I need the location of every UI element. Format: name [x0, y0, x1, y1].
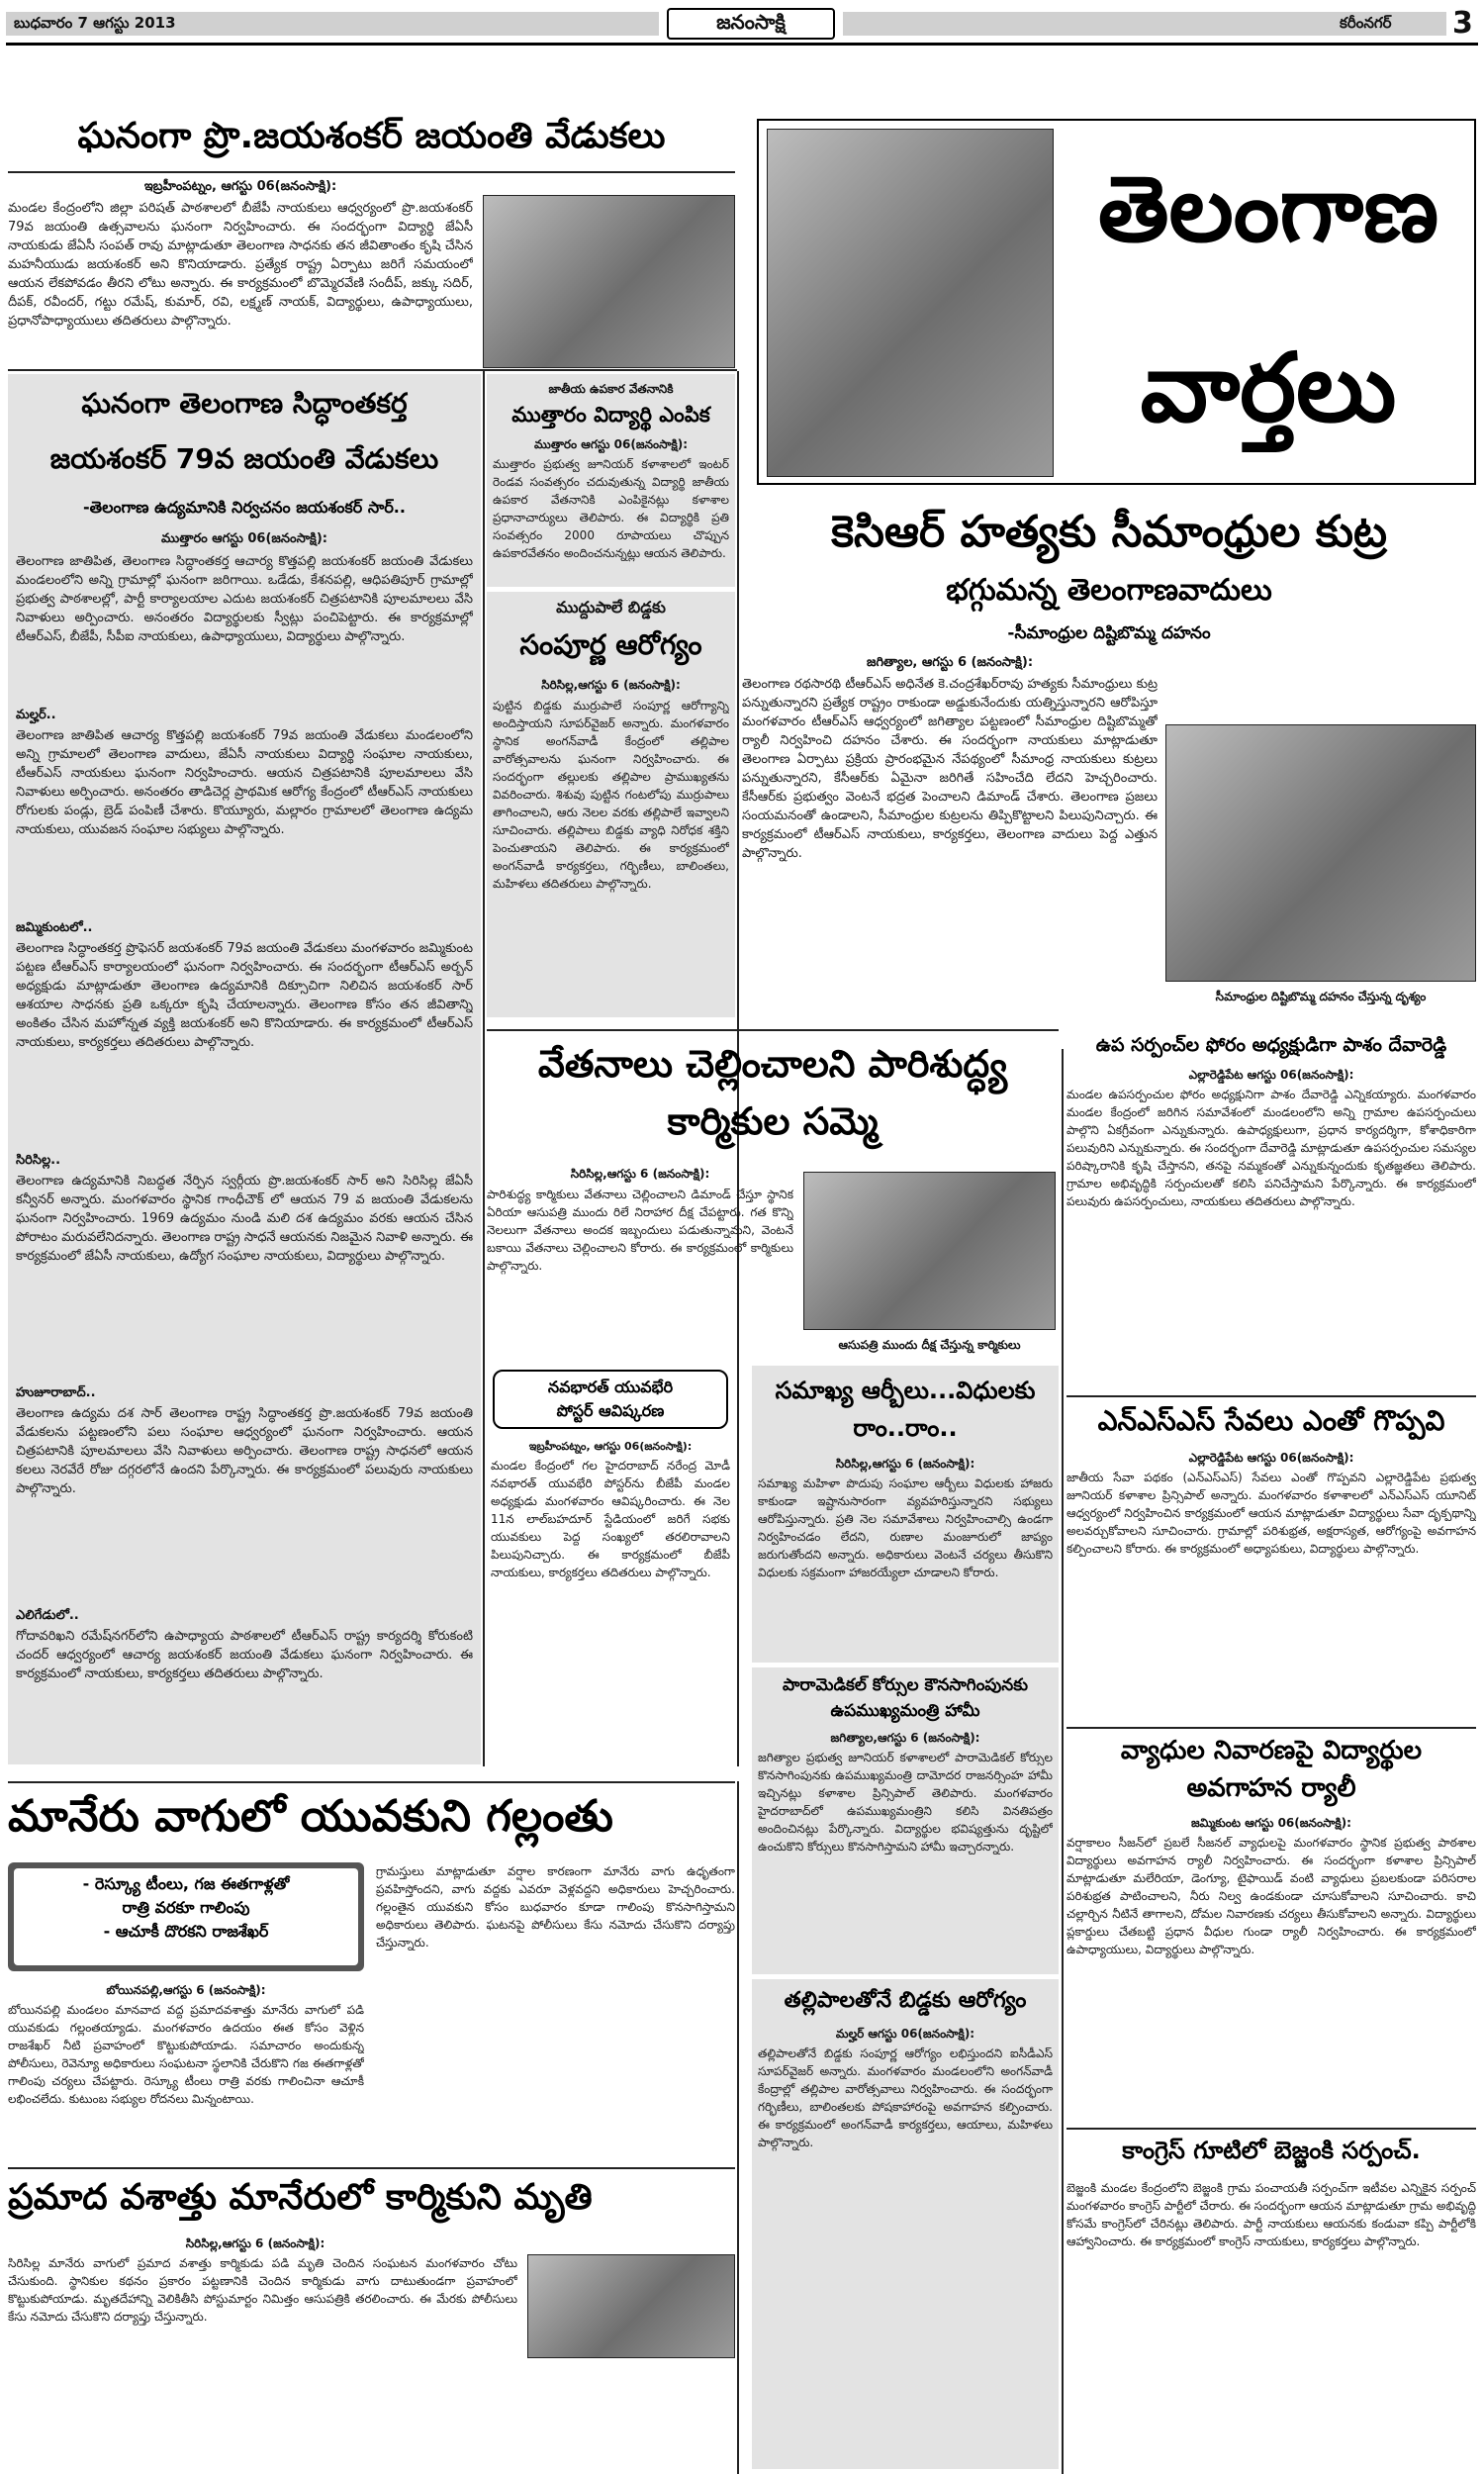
- article-paramedical-courses: [752, 1667, 1059, 1974]
- headline: ఘనంగా ప్రొ.జయశంకర్‌ జయంతి వేడుకలు: [77, 116, 666, 156]
- summary-box: [8, 1862, 364, 1971]
- dateline: సిరిసిల్ల,ఆగస్టు 6 (జనంసాక్షి):: [185, 2236, 325, 2250]
- dateline: జమ్మికుంట ఆగస్టు 06(జనంసాక్షి):: [1191, 1816, 1351, 1830]
- body: బెజ్జంకి మండల కేంద్రంలోని బెజ్జంకి గ్రామ పంచాయతీ సర్పంచ్‌గా ఇటీవల ఎన్నికైన సర్పంచ్‌ మంగళవారం కాంగ్రెస్‌ పార్టీలో చేరారు. ఈ సందర్భంగా ఆయన మాట్లాడుతూ గ్రామ అభివృద్ధి కోసమే కాంగ్రెస్‌లో చేరినట్లు తెలిపారు. పార్టీ నాయకులు ఆయనకు కండువా కప్పి పార్టీలోకి ఆహ్వానించారు. ఈ కార్యక్రమంలో కాంగ్రెస్‌ నాయకులు, కార్యకర్తలు పాల్గొన్నారు.: [1067, 2181, 1476, 2248]
- banner-line1: తెలంగాణ: [1097, 156, 1439, 262]
- banner-line2: వార్తలు: [1140, 333, 1397, 443]
- dateline: జగిత్యాల,ఆగస్టు 6 (జనంసాక్షి):: [830, 1731, 980, 1745]
- dateline: బోయినపల్లి,ఆగస్టు 6 (జనంసాక్షి):: [106, 1983, 266, 1997]
- masthead: [6, 4, 1478, 46]
- body: పారిశుద్ధ్య కార్మికులు వేతనాలు చెల్లించాలని డిమాండ్‌ చేస్తూ స్థానిక ఏరియా ఆసుపత్రి ముందు రిలే నిరాహార దీక్ష చేపట్టారు. గత కొన్ని నెలలుగా వేతనాలు అందక ఇబ్బందులు పడుతున్నామని, వెంటనే బకాయి వేతనాలు చెల్లించాలని కోరారు. ఈ కార్యక్రమంలో కార్మికులు పాల్గొన్నారు.: [487, 1188, 793, 1273]
- headline: మానేరు వాగులో యువకుని గల్లంతు: [8, 1791, 613, 1842]
- body: తల్లిపాలతోనే బిడ్డకు సంపూర్ణ ఆరోగ్యం లభిస్తుందని ఐసీడీఎస్‌ సూపర్‌వైజర్‌ అన్నారు. మంగళవారం మండలంలోని అంగన్‌వాడీ కేంద్రాల్లో తల్లిపాల వారోత్సవాలు నిర్వహించారు. ఈ సందర్భంగా గర్భిణీలు, బాలింతలకు పోషకాహారంపై అవగాహన కల్పించారు. ఈ కార్యక్రమంలో అంగన్‌వాడీ కార్యకర్తలు, ఆయాలు, మహిళలు పాల్గొన్నారు.: [758, 2046, 1053, 2149]
- article-kcr-conspiracy: [742, 505, 1476, 1029]
- body: బోయినపల్లి మండలం మానవాద వద్ద ప్రమాదవశాత్తు మానేరు వాగులో పడి యువకుడు గల్లంతయ్యాడు. మంగళవారం ఉదయం ఈత కోసం వెళ్లిన రాజశేఖర్‌ నీటి ప్రవాహంలో కొట్టుకుపోయాడు. సమాచారం అందుకున్న పోలీసులు, రెవెన్యూ అధికారులు సంఘటనా స్థలానికి చేరుకొని గజ ఈతగాళ్లతో గాలింపు చర్యలు చేపట్టారు. రెస్క్యూ టీంలు రాత్రి వరకు గాలించినా ఆచూకీ లభించలేదు. కుటుంబ సభ్యుల రోదనలు మిన్నంటాయి.: [8, 2003, 364, 2106]
- para: గోదావరిఖని రమేష్‌నగర్‌లోని ఉపాధ్యాయ పాఠశాలలో టీఆర్‌ఎస్‌ రాష్ట్ర కార్యదర్శి కోరుకంటి చందర్‌ ఆధ్వర్యంలో ఆచార్య జయశంకర్‌ జయంతి వేడుకలు ఘనంగా నిర్వహించారు. ఈ కార్యక్రమంలో నాయకులు, కార్యకర్తలు తదితరులు పాల్గొన్నారు.: [16, 1629, 473, 1681]
- headline-line2: జయశంకర్‌ 79వ జయంతి వేడుకలు: [49, 442, 439, 475]
- headline-line2: అవగాహన ర్యాలీ: [1186, 1773, 1356, 1803]
- page-number: 3: [1452, 6, 1473, 41]
- article-muttaram-scholarship: [487, 374, 735, 587]
- article-worker-death: [8, 2167, 735, 2469]
- body: తెలంగాణ రథసారథి టీఆర్‌ఎస్‌ అధినేత కె.చంద్రశేఖర్‌రావు హత్యకు సీమాంధ్రులు కుట్ర పన్నుతున్నారని ప్రత్యేక రాష్ట్రం రాకుండా అడ్డుకునేందుకు యత్నిస్తున్నారని ఆరోపిస్తూ మంగళవారం టీఆర్‌ఎస్‌ ఆధ్వర్యంలో జగిత్యాల పట్టణంలో సీమాంధ్రుల దిష్టిబొమ్మతో ర్యాలీ నిర్వహించి దహనం చేశారు. ఈ సందర్భంగా నాయకులు మాట్లాడుతూ తెలంగాణ ఏర్పాటు ప్రక్రియ ప్రారంభమైన నేపథ్యంలో సీమాంధ్ర నాయకులు కుట్రలు పన్నుతున్నారని, కేసీఆర్‌కు ఏమైనా జరిగితే సహించేది లేదని హెచ్చరించారు. కేసీఆర్‌కు ప్రభుత్వం వెంటనే భద్రత పెంచాలని డిమాండ్‌ చేశారు. తెలంగాణ ప్రజలు సంయమనంతో ఉండాలని, సీమాంధ్రుల కుట్రలను తిప్పికొట్టాలని పిలుపునిచ్చారు. ఈ కార్యక్రమంలో టీఆర్‌ఎస్‌ నాయకులు, కార్యకర్తలు, తెలంగాణ వాదులు పెద్ద ఎత్తున పాల్గొన్నారు.: [742, 677, 1158, 861]
- summary-line3: - ఆచూకీ దొరకని రాజశేఖర్‌: [103, 1922, 269, 1941]
- body: జగిత్యాల ప్రభుత్వ జూనియర్‌ కళాశాలలో పారామెడికల్‌ కోర్సుల కొనసాగింపునకు ఉపముఖ్యమంత్రి దామోదర రాజనర్సింహ హామీ ఇచ్చినట్లు కళాశాల ప్రిన్సిపాల్‌ తెలిపారు. మంగళవారం హైదరాబాద్‌లో ఉపముఖ్యమంత్రిని కలిసి వినతిపత్రం అందించినట్లు పేర్కొన్నారు. విద్యార్థుల భవిష్యత్తును దృష్టిలో ఉంచుకొని కోర్సులు కొనసాగిస్తామని హామీ ఇచ్చారన్నారు.: [758, 1751, 1053, 1854]
- dateline: సిరిసిల్ల,ఆగస్టు 6 (జనంసాక్షి):: [570, 1167, 710, 1181]
- headline: ముత్తారం విద్యార్థి ఎంపిక: [511, 403, 710, 427]
- tagline: -సీమాంధ్రుల దిష్టిబొమ్మ దహనం: [1007, 623, 1211, 643]
- headline: తల్లిపాలతోనే బిడ్డకు ఆరోగ్యం: [784, 1988, 1027, 2013]
- body: సిరిసిల్ల మానేరు వాగులో ప్రమాద వశాత్తు కార్మికుడు పడి మృతి చెందిన సంఘటన మంగళవారం చోటు చేసుకుంది. స్థానికుల కథనం ప్రకారం పట్టణానికి చెందిన కార్మికుడు వాగు దాటుతుండగా ప్రవాహంలో కొట్టుకుపోయాడు. మృతదేహాన్ని వెలికితీసి పోస్టుమార్టం నిమిత్తం ఆసుపత్రికి తరలించారు. ఈ మేరకు పోలీసులు కేసు నమోదు చేసుకొని దర్యాప్తు చేస్తున్నారు.: [8, 2256, 517, 2324]
- body: మండల కేంద్రంలో గల హైదరాబాద్‌ నరేంద్ర మోడీ నవభారత్‌ యువభేరి పోస్టర్‌ను బీజేపీ మండల అధ్యక్షుడు మంగళవారం ఆవిష్కరించారు. ఈ నెల 11న లాల్‌బహదూర్‌ స్టేడియంలో జరిగే సభకు యువకులు పెద్ద సంఖ్యలో తరలిరావాలని పిలుపునిచ్చారు. ఈ కార్యక్రమంలో బీజేపీ నాయకులు, కార్యకర్తలు తదితరులు పాల్గొన్నారు.: [491, 1459, 730, 1579]
- para: తెలంగాణ జాతిపిత, తెలంగాణ సిద్ధాంతకర్త ఆచార్య కొత్తపల్లి జయశంకర్‌ జయంతి వేడుకలు మండలంలోని అన్ని గ్రామాల్లో ఘనంగా జరిగాయి. ఒడేడు, కేశనపల్లి, ఆధిపతిపూర్‌ గ్రామాల్లో ప్రభుత్వ పాఠశాలల్లో, పార్టీ కార్యాలయాల ఎదుట జయశంకర్‌ చిత్రపటానికి పూలమాలలు వేసి నివాళులు అర్పించారు. అనంతరం విద్యార్థులకు స్వీట్లు పంచిపెట్టారు. ఈ కార్యక్రమాల్లో టీఆర్‌ఎస్‌, బీజేపీ, సీపీఐ నాయకులు, ఉపాధ్యాయులు, విద్యార్థులు పాల్గొన్నారు.: [16, 554, 473, 644]
- column-rule: [1062, 1049, 1064, 2474]
- headline-line1: వేతనాలు చెల్లించాలని పారిశుద్ధ్య: [537, 1042, 1008, 1086]
- body: సమాఖ్య మహిళా పొదుపు సంఘాల ఆర్బీలు విధులకు హాజరు కాకుండా ఇష్టానుసారంగా వ్యవహరిస్తున్నారని సభ్యులు ఆరోపిస్తున్నారు. ప్రతి నెల సమావేశాలు నిర్వహించాల్సి ఉండగా నిర్వహించడం లేదని, రుణాల మంజూరులో జాప్యం జరుగుతోందని అన్నారు. అధికారులు వెంటనే చర్యలు తీసుకొని విధులకు సక్రమంగా హాజరయ్యేలా చూడాలని కోరారు.: [758, 1476, 1053, 1579]
- article-samakhya-rps: [752, 1366, 1059, 1663]
- section-label: జమ్మికుంటలో..: [16, 920, 93, 935]
- column-rule: [737, 1781, 739, 2474]
- para: తెలంగాణ జాతిపిత ఆచార్య కొత్తపల్లి జయశంకర్‌ 79వ జయంతి వేడుకలు మండలంలోని అన్ని గ్రామాలలో తెలంగాణ వాదులు, జేఏసీ నాయకులు విద్యార్థి సంఘాల నాయకులు, టీఆర్‌ఎస్‌ నాయకులు ఘనంగా నిర్వహించారు. ఆయన చిత్రపటానికి పూలమాలలు వేసి నివాళులు అర్పించారు. అనంతరం తాడిచెర్ల ప్రాథమిక ఆరోగ్య కేంద్రంలో టీఆర్‌ఎస్‌ నాయకులు రోగులకు పండ్లు, బ్రెడ్‌ పంపిణీ చేశారు. కొయ్యూరు, మల్లారం గ్రామాలలో తెలంగాణ ఉద్యమ నాయకులు, యువజన సంఘాల సభ్యులు పాల్గొన్నారు.: [16, 728, 473, 837]
- dateline: ముత్తారం ఆగస్టు 06(జనంసాక్షి):: [533, 437, 689, 451]
- dateline: ఇబ్రహీంపట్నం, ఆగస్టు 06(జనంసాక్షి):: [528, 1440, 693, 1453]
- photo-fort: [767, 129, 1054, 477]
- article-awareness-rally: [1067, 1727, 1476, 2123]
- headline: ఉప సర్పంచ్‌ల ఫోరం అధ్యక్షుడిగా పాశం దేవారెడ్డి: [1095, 1034, 1447, 1056]
- section-label: ఎలిగేడులో..: [16, 1608, 79, 1623]
- dateline: సిరిసిల్ల,ఆగస్టు 6 (జనంసాక్షి):: [835, 1457, 975, 1471]
- summary-line2: రాత్రి వరకూ గాలింపు: [122, 1898, 250, 1917]
- headline-line2: ఉపముఖ్యమంత్రి హామీ: [830, 1701, 980, 1721]
- summary-line1: - రెస్క్యూ టీంలు, గజ ఈతగాళ్లతో: [82, 1874, 290, 1893]
- photo-celebration: [483, 195, 735, 368]
- body: వర్షాకాలం సీజన్‌లో ప్రబలే సీజనల్‌ వ్యాధులపై మంగళవారం స్థానిక ప్రభుత్వ పాఠశాల విద్యార్థులు అవగాహన ర్యాలీ నిర్వహించారు. ఈ సందర్భంగా కళాశాల ప్రిన్సిపాల్‌ మాట్లాడుతూ మలేరియా, డెంగ్యూ, టైఫాయిడ్‌ వంటి వ్యాధులు ప్రబలకుండా పరిసరాల పరిశుభ్రత పాటించాలని, నీరు నిల్వ ఉండకుండా చూసుకోవాలని సూచించారు. కాచి చల్లార్చిన నీటినే తాగాలని, దోమల నివారణకు చర్యలు తీసుకోవాలని అన్నారు. విద్యార్థులు ప్లకార్డులు చేతబట్టి ప్రధాన వీధుల గుండా ర్యాలీ నిర్వహించారు. ఈ కార్యక్రమంలో ఉపాధ్యాయులు, విద్యార్థులు పాల్గొన్నారు.: [1067, 1836, 1476, 1956]
- article-sanitation-strike: [487, 1029, 1059, 1361]
- paper-name: జనంసాక్షి: [716, 9, 786, 34]
- photo-strike: [803, 1172, 1056, 1330]
- para: తెలంగాణ ఉద్యమ దశ సార్‌ తెలంగాణ రాష్ట్ర సిద్ధాంతకర్త ప్రొ.జయశంకర్‌ 79వ జయంతి వేడుకలను పట్టణంలోని పలు సంఘాల ఆధ్వర్యంలో ఘనంగా నిర్వహించారు. ఆయన చిత్రపటానికి పూలమాలలు వేసి నివాళులు అర్పించారు. తెలంగాణ రాష్ట్ర సాధనలో ఆయన కలలు నెరవేరే రోజు దగ్గరలోనే ఉందని పేర్కొన్నారు. ఈ కార్యక్రమంలో పలువురు నాయకులు పాల్గొన్నారు.: [16, 1406, 473, 1496]
- photo-caption: సీమాంధ్రుల దిష్టిబొమ్మ దహనం చేస్తున్న దృశ్యం: [1215, 990, 1427, 1003]
- headline: ఎన్‌ఎస్‌ఎస్‌ సేవలు ఎంతో గొప్పవి: [1097, 1404, 1445, 1437]
- header-box: [493, 1370, 728, 1429]
- headline: ప్రమాద వశాత్తు మానేరులో కార్మికుని మృతి: [8, 2177, 593, 2218]
- para: తెలంగాణ ఉద్యమానికి నిబద్ధత నేర్పిన స్వర్గీయ ప్రొ.జయశంకర్‌ సార్‌ అని సిరిసిల్ల జేఏసీ కన్వీనర్‌ అన్నారు. మంగళవారం స్థానిక గాంధీచౌక్‌ లో ఆయన 79 వ జయంతి వేడుకలను ఘనంగా నిర్వహించారు. 1969 ఉద్యమం నుండి మలి దశ ఉద్యమం వరకు ఆయన చేసిన పోరాటం మరువలేనిదన్నారు. తెలంగాణ రాష్ట్ర సాధనే ఆయనకు నిజమైన నివాళి అన్నారు. ఈ కార్యక్రమంలో జేఏసీ నాయకులు, ఉద్యోగ సంఘాల నాయకులు, విద్యార్థులు పాల్గొన్నారు.: [16, 1174, 473, 1264]
- article-upasarpanch-forum: [1067, 1034, 1476, 1390]
- dateline: ముత్తారం ఆగస్టు 06(జనంసాక్షి):: [161, 531, 327, 546]
- summary-box-inner: [14, 1868, 358, 1965]
- article-breastfeeding-sircilla: [487, 592, 735, 1017]
- dateline: ఎల్లారెడ్డిపేట ఆగస్టు 06(జనంసాక్షి):: [1188, 1451, 1354, 1465]
- section-rule: [8, 369, 737, 371]
- header-line2: పోస్టర్‌ ఆవిష్కరణ: [556, 1401, 665, 1420]
- paper-logo: [667, 8, 835, 40]
- body: జాతీయ సేవా పథకం (ఎన్‌ఎస్‌ఎస్‌) సేవలు ఎంతో గొప్పవని ఎల్లారెడ్డిపేట ప్రభుత్వ జూనియర్‌ కళాశాల ప్రిన్సిపాల్‌ అన్నారు. మంగళవారం కళాశాలలో ఎన్‌ఎస్‌ఎస్‌ యూనిట్‌ ఆధ్వర్యంలో నిర్వహించిన కార్యక్రమంలో ఆయన మాట్లాడుతూ విద్యార్థులు సేవా దృక్పథాన్ని అలవర్చుకోవాలని సూచించారు. గ్రామాల్లో పరిశుభ్రత, అక్షరాస్యత, ఆరోగ్యంపై అవగాహన కల్పించాలని కోరారు. ఈ కార్యక్రమంలో అధ్యాపకులు, విద్యార్థులు పాల్గొన్నారు.: [1067, 1471, 1476, 1556]
- photo-caption: ఆసుపత్రి ముందు దీక్ష చేస్తున్న కార్మికులు: [838, 1338, 1021, 1352]
- column-rule: [483, 371, 485, 1766]
- headline-line1: పారామెడికల్‌ కోర్సుల కౌనసాగింపునకు: [783, 1675, 1028, 1695]
- city-name: కరీంనగర్: [1340, 14, 1392, 32]
- kicker: ముద్దుపాలే బిడ్డకు: [556, 598, 666, 617]
- headline-line1: ఘనంగా తెలంగాణ సిద్ధాంతకర్త: [81, 387, 408, 420]
- dateline: ఇబ్రహీంపట్నం, ఆగస్టు 06(జనంసాక్షి):: [143, 179, 337, 194]
- dateline: మల్హర్‌ ఆగస్టు 06(జనంసాక్షి):: [835, 2027, 975, 2041]
- article-nss-services: [1067, 1395, 1476, 1722]
- rule: [8, 171, 735, 173]
- headline-line2: రాం..రాం..: [853, 1414, 958, 1442]
- article-mothers-milk: [752, 1979, 1059, 2469]
- article-bejjanki-sarpanch: [1067, 2128, 1476, 2469]
- photo-effigy-burning: [1165, 724, 1476, 982]
- issue-date: బుధవారం 7 ఆగస్టు 2013: [14, 14, 176, 32]
- section-label: సిరిసిల్ల..: [16, 1153, 61, 1168]
- article-jayashankar-79th: [8, 374, 481, 1764]
- telangana-news-banner: [757, 119, 1476, 485]
- para: తెలంగాణ సిద్ధాంతకర్త ప్రొఫెసర్‌ జయశంకర్‌ 79వ జయంతి వేడుకలు మంగళవారం జమ్మికుంట పట్టణ టీఆర్‌ఎస్‌ కార్యాలయంలో ఘనంగా నిర్వహించారు. ఈ సందర్భంగా టీఆర్‌ఎస్‌ అర్బన్‌ అధ్యక్షుడు మాట్లాడుతూ తెలంగాణ ఉద్యమానికి దిక్సూచిగా నిలిచిన జయశంకర్‌ సార్‌ ఆశయాల సాధనకు ప్రతి ఒక్కరూ కృషి చేయాలన్నారు. తెలంగాణ కోసం తన జీవితాన్ని అంకితం చేసిన మహోన్నత వ్యక్తి జయశంకర్‌ అని కొనియాడారు. ఈ కార్యక్రమంలో టీఆర్‌ఎస్‌ నాయకులు, కార్యకర్తలు తదితరులు పాల్గొన్నారు.: [16, 941, 473, 1050]
- body: మండల ఉపసర్పంచుల ఫోరం అధ్యక్షునిగా పాశం దేవారెడ్డి ఎన్నికయ్యారు. మంగళవారం మండల కేంద్రంలో జరిగిన సమావేశంలో మండలంలోని అన్ని గ్రామాల ఉపసర్పంచులు పాల్గొని ఏకగ్రీవంగా ఎన్నుకున్నారు. ఉపాధ్యక్షులుగా, ప్రధాన కార్యదర్శిగా, కోశాధికారిగా పలువురిని ఎన్నుకున్నారు. ఈ సందర్భంగా దేవారెడ్డి మాట్లాడుతూ ఉపసర్పంచుల సమస్యల పరిష్కారానికి కృషి చేస్తానని, తనపై నమ్మకంతో ఎన్నుకున్నందుకు కృతజ్ఞతలు తెలిపారు. గ్రామాల అభివృద్ధికి సర్పంచులతో కలిసి పనిచేస్తామని పేర్కొన్నారు. ఈ కార్యక్రమంలో పలువురు ఉపసర్పంచులు, నాయకులు తదితరులు పాల్గొన్నారు.: [1067, 1088, 1476, 1208]
- headline-line1: వ్యాధుల నివారణపై విద్యార్థుల: [1120, 1736, 1423, 1765]
- subhead: భగ్గుమన్న తెలంగాణవాదులు: [946, 573, 1272, 608]
- headline: కెసిఆర్‌ హత్యకు సీమాంధ్రుల కుట్ర: [831, 507, 1387, 557]
- subhead: -తెలంగాణ ఉద్యమానికి నిర్వచనం జయశంకర్‌ సార్‌..: [83, 498, 406, 517]
- article-yuvabheri-poster: [487, 1366, 734, 1781]
- header-line1: నవభారత్‌ యువభేరి: [547, 1378, 674, 1396]
- article-youth-missing: [8, 1781, 735, 2162]
- body: మండల కేంద్రంలోని జిల్లా పరిషత్‌ పాఠశాలలో బీజేపీ నాయకులు ఆధ్వర్యంలో ప్రొ.జయశంకర్‌ 79వ జయంతి ఉత్సవాలను ఘనంగా నిర్వహించారు. ఈ సందర్భంగా విద్యార్థి జేఏసీ నాయకుడు జేఏసీ సంపత్‌ రావు మాట్లాడుతూ తెలంగాణ సాధనకు తన జీవితాంతం కృషి చేసిన మహనీయుడు జయశంకర్‌ అని కొనియాడారు. ప్రత్యేక రాష్ట్ర ఏర్పాటు జరిగే సమయంలో ఆయన లేకపోవడం తీరని లోటు అన్నారు. ఈ కార్యక్రమంలో బొమ్మెరవేణి సందీప్‌, జక్కు సదిర్‌, దీపక్‌, రవీందర్‌, గట్టు రమేష్‌, కుమార్‌, రవి, లక్ష్మణ్‌ నాయక్‌, విద్యార్థులు, ఉపాధ్యాయులు, ప్రధానోపాధ్యాయులు తదితరులు పాల్గొన్నారు.: [8, 201, 473, 329]
- headline: సంపూర్ణ ఆరోగ్యం: [519, 628, 702, 661]
- dateline: జగిత్యాల, ఆగస్టు 6 (జనంసాక్షి):: [866, 655, 1034, 670]
- photo-drowning: [527, 2254, 735, 2358]
- section-label: హుజూరాబాద్‌..: [16, 1385, 96, 1400]
- body-continued: గ్రామస్తులు మాట్లాడుతూ వర్షాల కారణంగా మానేరు వాగు ఉధృతంగా ప్రవహిస్తోందని, వాగు వద్దకు ఎవరూ వెళ్లవద్దని అధికారులు హెచ్చరించారు. గల్లంతైన యువకుని కోసం బుధవారం కూడా గాలింపు కొనసాగిస్తామని అధికారులు తెలిపారు. ఘటనపై పోలీసులు కేసు నమోదు చేసుకొని దర్యాప్తు చేస్తున్నారు.: [376, 1864, 735, 1950]
- dateline: సిరిసిల్ల,ఆగస్టు 6 (జనంసాక్షి):: [541, 678, 681, 692]
- dateline: ఎల్లారెడ్డిపేట ఆగస్టు 06(జనంసాక్షి):: [1188, 1068, 1354, 1082]
- headline-line1: సమాఖ్య ఆర్బీలు...విధులకు: [775, 1377, 1036, 1404]
- headline: కాంగ్రెస్‌ గూటిలో బెజ్జంకి సర్పంచ్‌.: [1122, 2137, 1421, 2164]
- article-jayashankar-ibrahimpatnam: [8, 114, 735, 371]
- section-label: మల్హర్‌..: [16, 708, 56, 722]
- body: ముత్తారం ప్రభుత్వ జూనియర్‌ కళాశాలలో ఇంటర్‌ రెండవ సంవత్సరం చదువుతున్న విద్యార్థి జాతీయ ఉపకార వేతనానికి ఎంపికైనట్లు కళాశాల ప్రధానాచార్యులు తెలిపారు. ఈ విద్యార్థికి ప్రతి సంవత్సరం 2000 రూపాయలు చొప్పున ఉపకారవేతనం అందించనున్నట్లు ఆయన తెలిపారు.: [493, 457, 729, 560]
- body: పుట్టిన బిడ్డకు ముర్రుపాలే సంపూర్ణ ఆరోగ్యాన్ని అందిస్తాయని సూపర్‌వైజర్‌ అన్నారు. మంగళవారం స్థానిక అంగన్‌వాడీ కేంద్రంలో తల్లిపాల వారోత్సవాలను ఘనంగా నిర్వహించారు. ఈ సందర్భంగా తల్లులకు తల్లిపాల ప్రాముఖ్యతను వివరించారు. శిశువు పుట్టిన గంటలోపు ముర్రుపాలు తాగించాలని, ఆరు నెలల వరకు తల్లిపాలే ఇవ్వాలని సూచించారు. తల్లిపాలు బిడ్డకు వ్యాధి నిరోధక శక్తిని పెంచుతాయని తెలిపారు. ఈ కార్యక్రమంలో అంగన్‌వాడీ కార్యకర్తలు, గర్భిణీలు, బాలింతలు, మహిళలు తదితరులు పాల్గొన్నారు.: [493, 699, 729, 891]
- headline-line2: కార్మికుల సమ్మె: [667, 1099, 879, 1143]
- kicker: జాతీయ ఉపకార వేతనానికి: [548, 382, 674, 396]
